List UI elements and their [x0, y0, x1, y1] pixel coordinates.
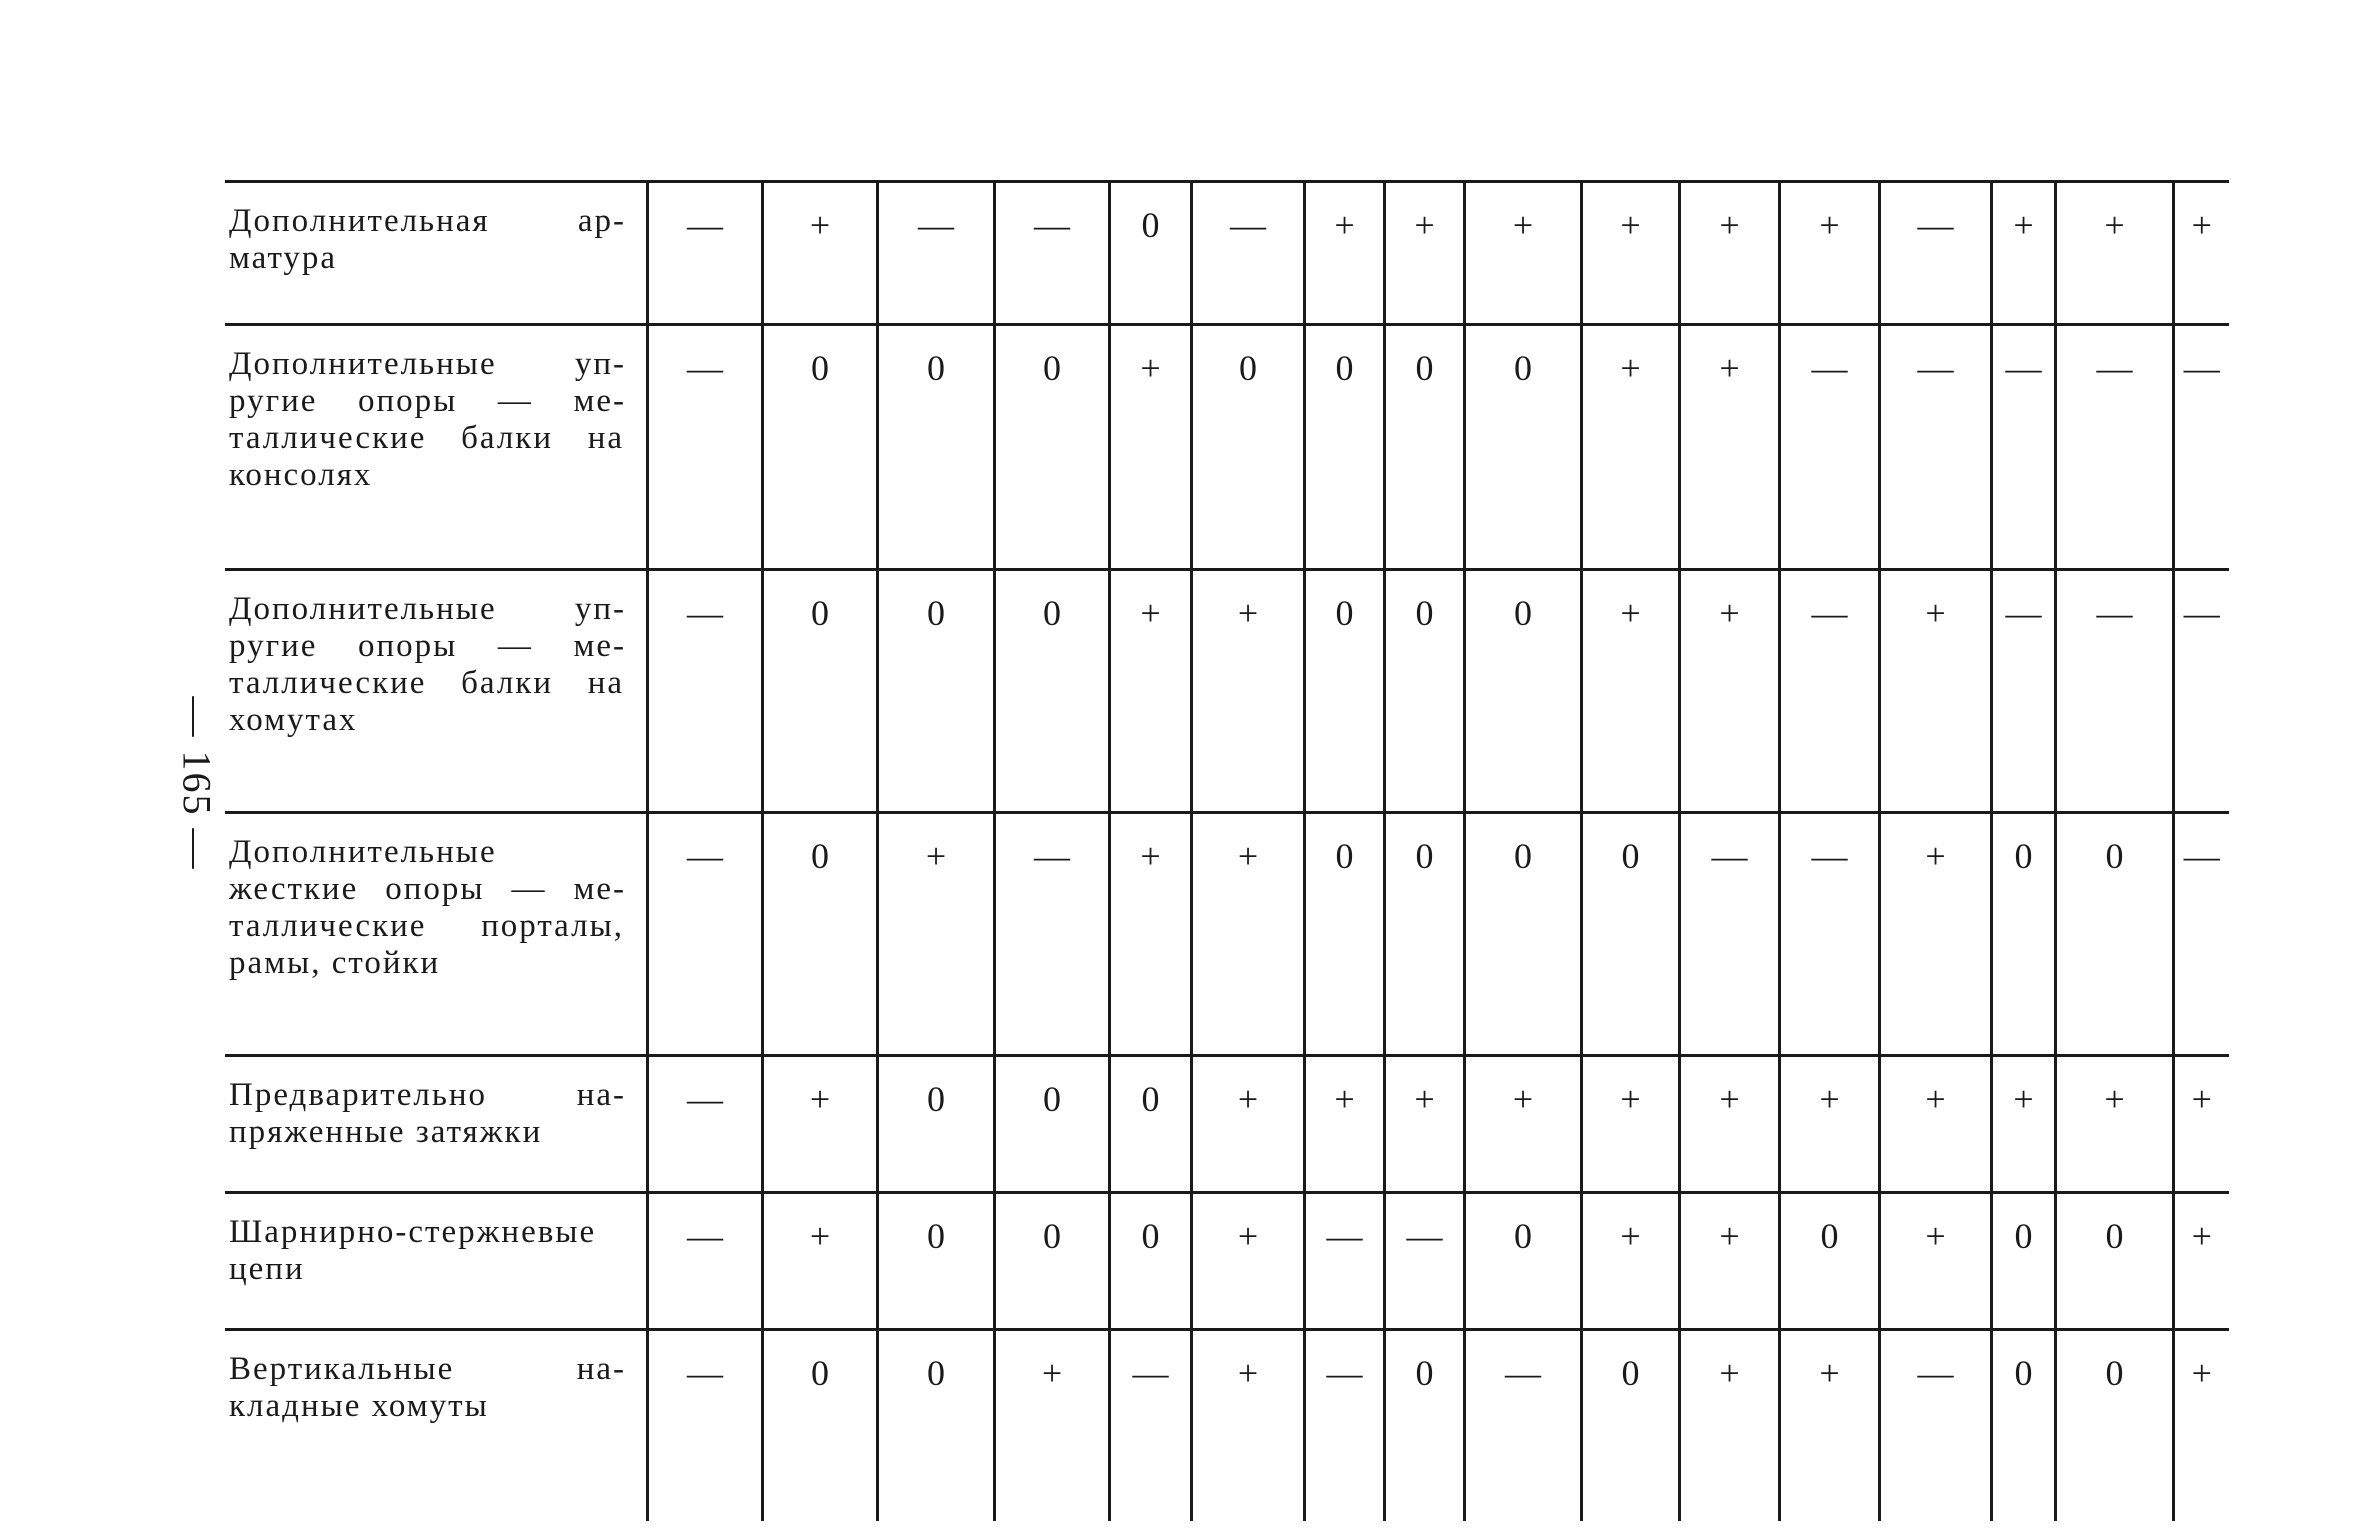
- table-cell: +: [1992, 182, 2056, 325]
- table-cell: +: [1880, 570, 1992, 813]
- table-cell: +: [1110, 325, 1192, 570]
- table-cell: +: [1780, 1056, 1880, 1193]
- row-label: Дополнительные упругие опоры — металлические балки на консолях: [225, 325, 648, 570]
- table-cell: +: [1110, 570, 1192, 813]
- table-cell: +: [1680, 325, 1780, 570]
- table-cell: —: [878, 182, 995, 325]
- table-cell: +: [1305, 1056, 1385, 1193]
- table-row: [225, 182, 2229, 325]
- table-cell: 0: [2056, 1330, 2174, 1522]
- table-cell: —: [1465, 1330, 1582, 1522]
- table-cell: 0: [1305, 813, 1385, 1056]
- table-cell: +: [1880, 1056, 1992, 1193]
- table-cell: 0: [2056, 813, 2174, 1056]
- table-cell: 0: [1110, 182, 1192, 325]
- table-cell: —: [2174, 570, 2229, 813]
- table-cell: —: [1880, 1330, 1992, 1522]
- table-cell: 0: [763, 1330, 878, 1522]
- table-cell: +: [763, 1193, 878, 1330]
- table-cell: +: [2056, 1056, 2174, 1193]
- table-cell: +: [2056, 182, 2174, 325]
- table-cell: 0: [763, 813, 878, 1056]
- table-cell: —: [1780, 813, 1880, 1056]
- table-cell: —: [648, 570, 763, 813]
- table-cell: 0: [1305, 325, 1385, 570]
- row-label: Шарнирно-стержневые цепи: [225, 1193, 648, 1330]
- table-row: [225, 570, 2229, 813]
- table-row: [225, 325, 2229, 570]
- table-cell: +: [1680, 1193, 1780, 1330]
- table-cell: —: [1992, 325, 2056, 570]
- table-cell: +: [1680, 182, 1780, 325]
- table-cell: 0: [1385, 570, 1465, 813]
- table-cell: 0: [1305, 570, 1385, 813]
- table-cell: +: [1582, 325, 1680, 570]
- table-cell: +: [1192, 1193, 1305, 1330]
- table-cell: 0: [1110, 1056, 1192, 1193]
- table-cell: 0: [995, 325, 1110, 570]
- table-cell: 0: [878, 1056, 995, 1193]
- table-cell: 0: [995, 570, 1110, 813]
- table-row: [225, 1056, 2229, 1193]
- table-cell: 0: [1110, 1193, 1192, 1330]
- table-cell: +: [1465, 182, 1582, 325]
- table-cell: —: [1992, 570, 2056, 813]
- table-cell: +: [1192, 1056, 1305, 1193]
- table-cell: —: [648, 813, 763, 1056]
- table-cell: 0: [878, 1330, 995, 1522]
- table-cell: +: [1385, 1056, 1465, 1193]
- page-number: — 165 —: [174, 696, 220, 871]
- table-cell: +: [1385, 182, 1465, 325]
- table-cell: 0: [1992, 813, 2056, 1056]
- table-row: [225, 1330, 2229, 1522]
- row-label: Вертикальные накладные хомуты: [225, 1330, 648, 1522]
- table-cell: —: [1780, 570, 1880, 813]
- table-cell: +: [1305, 182, 1385, 325]
- table-cell: +: [1780, 1330, 1880, 1522]
- table-cell: —: [1110, 1330, 1192, 1522]
- table-cell: +: [1680, 570, 1780, 813]
- table-cell: +: [2174, 1330, 2229, 1522]
- table-row: [225, 813, 2229, 1056]
- table-cell: +: [1110, 813, 1192, 1056]
- row-label: Предварительно напряженные затяжки: [225, 1056, 648, 1193]
- table-cell: 0: [878, 570, 995, 813]
- table-cell: +: [1680, 1330, 1780, 1522]
- table-cell: +: [763, 182, 878, 325]
- table-cell: 0: [1780, 1193, 1880, 1330]
- table-cell: +: [1192, 570, 1305, 813]
- table-cell: —: [2056, 570, 2174, 813]
- table-cell: 0: [1385, 1330, 1465, 1522]
- table-cell: —: [1305, 1193, 1385, 1330]
- comparison-table: [225, 180, 2229, 1521]
- table-cell: 0: [878, 325, 995, 570]
- table-cell: +: [1680, 1056, 1780, 1193]
- table-cell: 0: [878, 1193, 995, 1330]
- table-cell: 0: [995, 1193, 1110, 1330]
- table-cell: 0: [1465, 570, 1582, 813]
- table-cell: +: [1192, 1330, 1305, 1522]
- table-cell: +: [995, 1330, 1110, 1522]
- row-label: Дополнительные упругие опоры — металлические балки на хомутах: [225, 570, 648, 813]
- table-cell: —: [2174, 325, 2229, 570]
- table-cell: 0: [995, 1056, 1110, 1193]
- table-cell: 0: [1992, 1330, 2056, 1522]
- table-cell: —: [1880, 325, 1992, 570]
- table-cell: 0: [763, 325, 878, 570]
- table-cell: 0: [1465, 1193, 1582, 1330]
- table-cell: —: [1680, 813, 1780, 1056]
- table-cell: 0: [1992, 1193, 2056, 1330]
- table-cell: 0: [1385, 325, 1465, 570]
- table-cell: 0: [1385, 813, 1465, 1056]
- table-cell: —: [648, 182, 763, 325]
- table-cell: 0: [1582, 813, 1680, 1056]
- table-cell: +: [1880, 1193, 1992, 1330]
- table-cell: —: [648, 1193, 763, 1330]
- row-label: Дополнительная арматура: [225, 182, 648, 325]
- table-cell: +: [2174, 182, 2229, 325]
- table-cell: +: [1192, 813, 1305, 1056]
- table-cell: —: [648, 325, 763, 570]
- table-cell: +: [2174, 1193, 2229, 1330]
- table-cell: +: [763, 1056, 878, 1193]
- table-cell: —: [1385, 1193, 1465, 1330]
- table-cell: +: [1880, 813, 1992, 1056]
- table-cell: +: [1582, 1193, 1680, 1330]
- table-cell: +: [878, 813, 995, 1056]
- table-cell: 0: [1192, 325, 1305, 570]
- table-cell: —: [2174, 813, 2229, 1056]
- table-cell: —: [1780, 325, 1880, 570]
- table-cell: +: [1780, 182, 1880, 325]
- row-label: Дополнительные жесткие опоры — металлические порталы, рамы, стойки: [225, 813, 648, 1056]
- table-cell: —: [2056, 325, 2174, 570]
- table-cell: 0: [1465, 813, 1582, 1056]
- table-cell: —: [1880, 182, 1992, 325]
- table-cell: 0: [2056, 1193, 2174, 1330]
- table-cell: —: [995, 813, 1110, 1056]
- table-cell: —: [995, 182, 1110, 325]
- table-cell: 0: [1465, 325, 1582, 570]
- table-cell: —: [648, 1056, 763, 1193]
- table-cell: 0: [1582, 1330, 1680, 1522]
- table-row: [225, 1193, 2229, 1330]
- table-cell: —: [1305, 1330, 1385, 1522]
- table-cell: —: [1192, 182, 1305, 325]
- table-cell: +: [2174, 1056, 2229, 1193]
- table-cell: 0: [763, 570, 878, 813]
- table-cell: +: [1582, 570, 1680, 813]
- table-cell: —: [648, 1330, 763, 1522]
- table-cell: +: [1465, 1056, 1582, 1193]
- table-cell: +: [1582, 182, 1680, 325]
- table-cell: +: [1582, 1056, 1680, 1193]
- table-cell: +: [1992, 1056, 2056, 1193]
